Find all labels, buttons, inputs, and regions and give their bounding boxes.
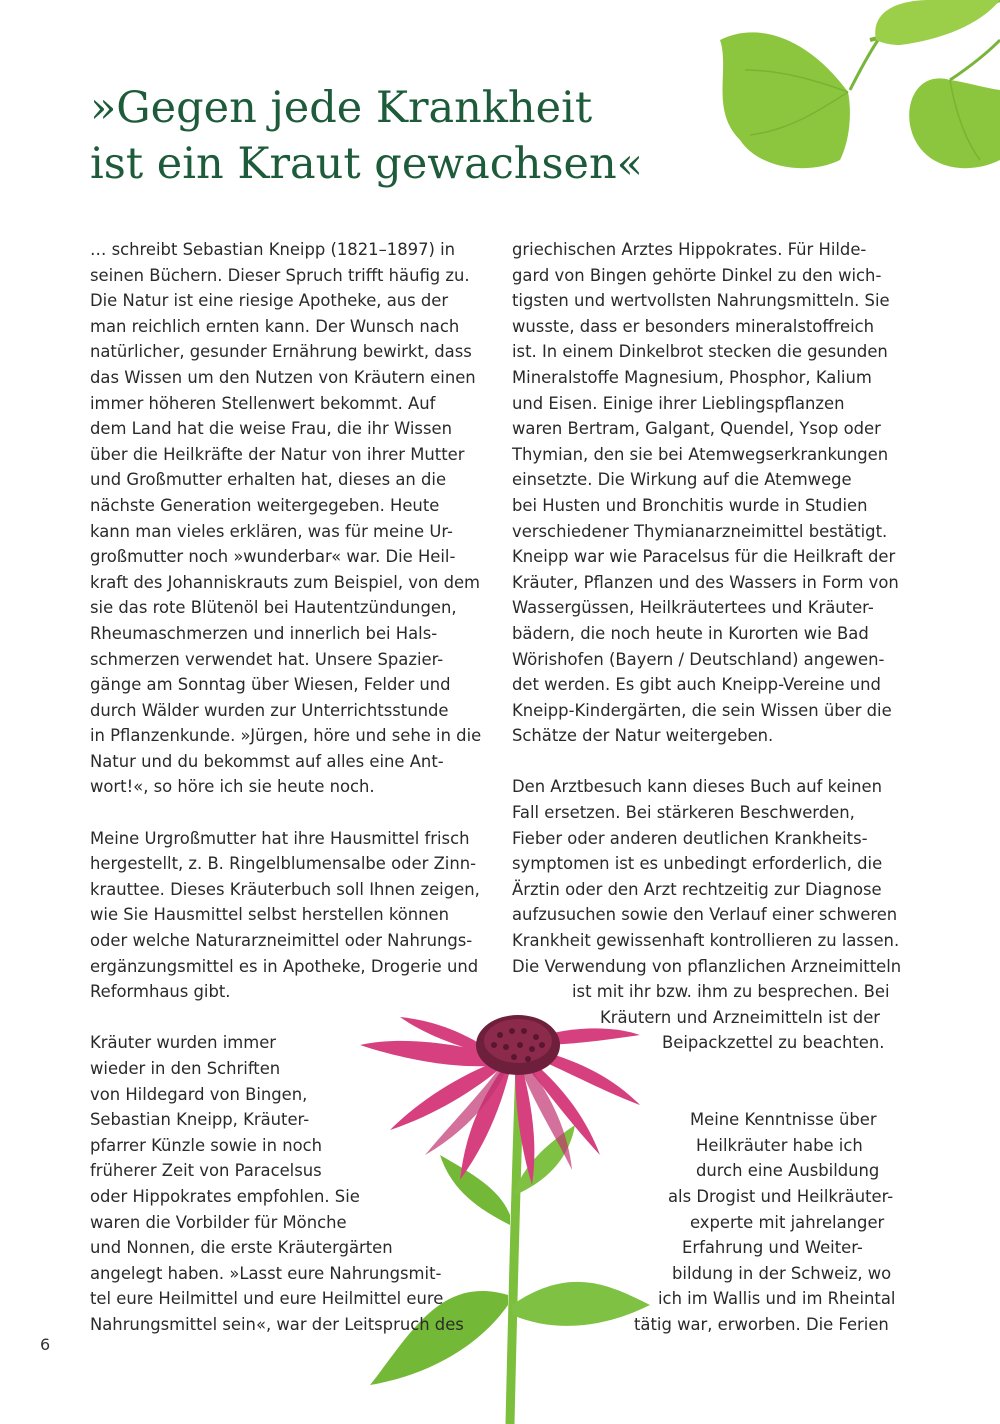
text-line: nächste Generation weitergegeben. Heute: [90, 495, 440, 515]
text-column-left: [90, 237, 481, 1338]
text-line: früherer Zeit von Paracelsus: [90, 1161, 322, 1181]
text-line: angelegt haben. »Lasst eure Nahrungsmit-: [90, 1263, 442, 1283]
paragraph-gap: [90, 1005, 481, 1031]
text-line: bildung in der Schweiz, wo: [672, 1263, 892, 1283]
text-line: sie das rote Blütenöl bei Hautentzündungen,: [90, 598, 457, 618]
text-line: kann man vieles erklären, was für meine Ur-: [90, 521, 453, 541]
text-line: oder Hippokrates empfohlen. Sie: [90, 1186, 360, 1206]
text-line: Krankheit gewissenhaft kontrollieren zu lassen.: [512, 931, 900, 951]
paragraph-gap: [512, 1056, 901, 1082]
text-line: Die Natur ist eine riesige Apotheke, aus der: [90, 291, 449, 311]
text-line: man reichlich ernten kann. Der Wunsch nach: [90, 316, 460, 336]
text-line: Kneipp-Kindergärten, die sein Wissen über die: [512, 700, 892, 720]
text-line: über die Heilkräfte der Natur von ihrer Mutter: [90, 444, 465, 464]
text-line: Wörishofen (Bayern / Deutschland) angewen-: [512, 649, 885, 669]
text-line: tigsten und wertvollsten Nahrungsmitteln. Sie: [512, 291, 890, 311]
text-line: ich im Wallis und im Rheintal: [658, 1289, 896, 1309]
text-line: aufzusuchen sowie den Verlauf einer schweren: [512, 905, 898, 925]
text-line: Sebastian Kneipp, Kräuter-: [90, 1110, 310, 1130]
text-line: Thymian, den sie bei Atemwegserkrankungen: [512, 444, 889, 464]
text-line: großmutter noch »wunderbar« war. Die Heil-: [90, 547, 456, 567]
text-line: Fall ersetzen. Bei stärkeren Beschwerden,: [512, 803, 855, 823]
text-line: und Eisen. Einige ihrer Lieblingspflanzen: [512, 393, 845, 413]
text-line: oder welche Naturarzneimittel oder Nahrungs-: [90, 931, 473, 951]
text-line: pfarrer Künzle sowie in noch: [90, 1135, 323, 1155]
text-line: waren die Vorbilder für Mönche: [90, 1212, 347, 1232]
text-line: gänge am Sonntag über Wiesen, Felder und: [90, 675, 451, 695]
text-line: ergänzungsmittel es in Apotheke, Drogerie und: [90, 956, 479, 976]
text-line: bädern, die noch heute in Kurorten wie Bad: [512, 623, 869, 643]
text-line: als Drogist und Heilkräuter-: [668, 1186, 894, 1206]
text-line: ist. In einem Dinkelbrot stecken die gesunden: [512, 342, 888, 362]
text-line: wusste, dass er besonders mineralstoffreich: [512, 316, 875, 336]
text-line: Schätze der Natur weitergeben.: [512, 726, 774, 746]
text-line: Nahrungsmittel sein«, war der Leitspruch des: [90, 1314, 464, 1334]
text-line: wie Sie Hausmittel selbst herstellen können: [90, 905, 450, 925]
text-line: Reformhaus gibt.: [90, 982, 231, 1002]
text-line: Heilkräuter habe ich: [696, 1135, 863, 1155]
text-line: seinen Büchern. Dieser Spruch trifft häufig zu.: [90, 265, 470, 285]
text-line: bei Husten und Bronchitis wurde in Studien: [512, 495, 868, 515]
text-line: Den Arztbesuch kann dieses Buch auf keinen: [512, 777, 883, 797]
text-line: Wassergüssen, Heilkräutertees und Kräuter-: [512, 598, 874, 618]
page-title-line-1: »Gegen jede Krankheit: [90, 83, 593, 133]
text-line: Kneipp war wie Paracelsus für die Heilkraft der: [512, 547, 896, 567]
text-line: tel eure Heilmittel und eure Heilmittel eure: [90, 1289, 444, 1309]
text-line: krauttee. Dieses Kräuterbuch soll Ihnen zeigen,: [90, 879, 480, 899]
paragraph-gap: [90, 800, 481, 826]
text-line: immer höheren Stellenwert bekommt. Auf: [90, 393, 436, 413]
text-line: Kräutern und Arzneimitteln ist der: [600, 1007, 881, 1027]
ginkgo-leaves-illustration: [700, 0, 1000, 230]
text-line: waren Bertram, Galgant, Quendel, Ysop oder: [512, 419, 881, 439]
text-line: Beipackzettel zu beachten.: [662, 1033, 885, 1053]
text-line: Rheumaschmerzen und innerlich bei Hals-: [90, 623, 438, 643]
text-line: experte mit jahrelanger: [690, 1212, 885, 1232]
text-line: hergestellt, z. B. Ringelblumensalbe oder Zinn-: [90, 854, 477, 874]
text-line: det werden. Es gibt auch Kneipp-Vereine und: [512, 675, 881, 695]
text-line: ist mit ihr bzw. ihm zu besprechen. Bei: [572, 982, 890, 1002]
text-line: Fieber oder anderen deutlichen Krankheits-: [512, 828, 868, 848]
text-line: … schreibt Sebastian Kneipp (1821–1897) in: [90, 240, 456, 259]
text-line: Kräuter wurden immer: [90, 1033, 277, 1053]
text-line: tätig war, erworben. Die Ferien: [634, 1314, 889, 1334]
text-line: Die Verwendung von pflanzlichen Arzneimitteln: [512, 956, 902, 976]
text-line: Meine Kenntnisse über: [690, 1110, 877, 1130]
text-line: Mineralstoffe Magnesium, Phosphor, Kalium: [512, 367, 872, 387]
page-number: 6: [40, 1335, 51, 1354]
text-line: griechischen Arztes Hippokrates. Für Hilde-: [512, 240, 867, 259]
text-line: von Hildegard von Bingen,: [90, 1084, 308, 1104]
text-line: einsetzte. Die Wirkung auf die Atemwege: [512, 470, 852, 490]
text-line: das Wissen um den Nutzen von Kräutern einen: [90, 367, 476, 387]
text-line: wieder in den Schriften: [90, 1059, 281, 1078]
text-line: Kräuter, Pflanzen und des Wassers in Form von: [512, 572, 899, 592]
text-line: natürlicher, gesunder Ernährung bewirkt, dass: [90, 342, 472, 362]
text-line: und Großmutter erhalten hat, dieses an die: [90, 470, 447, 490]
text-line: wort!«, so höre ich sie heute noch.: [90, 777, 375, 797]
page-title: [90, 80, 643, 192]
text-line: Meine Urgroßmutter hat ihre Hausmittel frisch: [90, 828, 470, 848]
text-line: Ärztin oder den Arzt rechtzeitig zur Diagnose: [512, 879, 882, 899]
text-line: verschiedener Thymianarzneimittel bestätigt.: [512, 521, 888, 541]
text-line: in Pflanzenkunde. »Jürgen, höre und sehe in die: [90, 726, 482, 746]
text-line: gard von Bingen gehörte Dinkel zu den wich-: [512, 265, 882, 285]
text-line: kraft des Johanniskrauts zum Beispiel, von dem: [90, 572, 481, 592]
text-line: dem Land hat die weise Frau, die ihr Wissen: [90, 419, 452, 439]
paragraph-gap: [512, 749, 901, 775]
text-line: Natur und du bekommst auf alles eine Ant-: [90, 751, 444, 771]
text-line: symptomen ist es unbedingt erforderlich, die: [512, 854, 883, 874]
text-line: durch eine Ausbildung: [696, 1161, 880, 1181]
text-line: und Nonnen, die erste Kräutergärten: [90, 1238, 393, 1258]
text-line: Erfahrung und Weiter-: [682, 1238, 863, 1258]
paragraph-gap: [512, 1082, 901, 1108]
text-line: schmerzen verwendet hat. Unsere Spazier-: [90, 649, 444, 669]
text-column-right: [512, 237, 901, 1338]
text-line: durch Wälder wurden zur Unterrichtsstunde: [90, 700, 449, 720]
page-title-line-2: ist ein Kraut gewachsen«: [90, 139, 643, 189]
